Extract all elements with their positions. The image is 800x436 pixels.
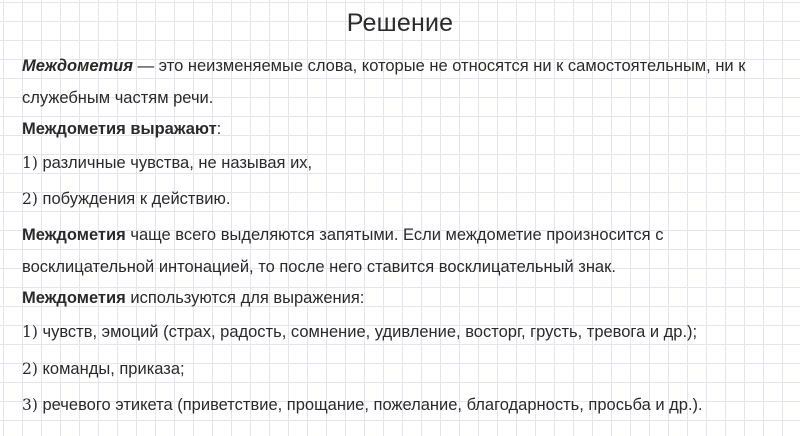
punctuation-text-1: чаще всего выделяются запятыми. Если междометие произносится с	[125, 226, 664, 244]
definition-line-1	[22, 55, 790, 77]
punctuation-term: Междометия	[22, 226, 126, 244]
usage-item-number: 2)	[22, 360, 38, 378]
express-item-number: 2)	[22, 190, 38, 208]
definition-line-2	[22, 87, 790, 109]
definition-dash: —	[132, 57, 159, 75]
express-heading	[22, 118, 790, 140]
punctuation-text-2: восклицательной интонацией, то после него ставится восклицательный знак.	[22, 258, 616, 276]
usage-text: используются для выражения:	[125, 289, 365, 307]
usage-item-1	[22, 321, 790, 343]
usage-item-2	[22, 358, 790, 380]
express-item-1	[22, 152, 790, 174]
usage-item-text: чувств, эмоций (страх, радость, сомнение, удивление, восторг, грусть, тревога и др.);	[37, 323, 698, 341]
usage-item-text: речевого этикета (приветствие, прощание, пожелание, благодарность, просьба и др.).	[37, 396, 703, 414]
definition-text-1: это неизменяемые слова, которые не относятся ни к самостоятельным, ни к	[158, 57, 746, 75]
express-item-text: различные чувства, не называя их,	[37, 154, 313, 172]
punctuation-line-2	[22, 256, 790, 278]
express-term: Междометия выражают	[22, 120, 217, 138]
express-colon: :	[216, 120, 222, 138]
usage-item-text: команды, приказа;	[37, 360, 185, 378]
usage-term: Междометия	[22, 289, 126, 307]
usage-item-number: 1)	[22, 323, 38, 341]
usage-item-number: 3)	[22, 396, 38, 414]
express-item-number: 1)	[22, 154, 38, 172]
definition-term: Междометия	[22, 57, 133, 75]
usage-item-3	[22, 394, 790, 416]
page-title: Решение	[346, 9, 454, 37]
express-item-text: побуждения к действию.	[37, 190, 231, 208]
definition-text-2: служебным частям речи.	[22, 89, 214, 107]
express-item-2	[22, 188, 790, 210]
punctuation-line-1	[22, 224, 790, 246]
usage-heading	[22, 287, 790, 309]
